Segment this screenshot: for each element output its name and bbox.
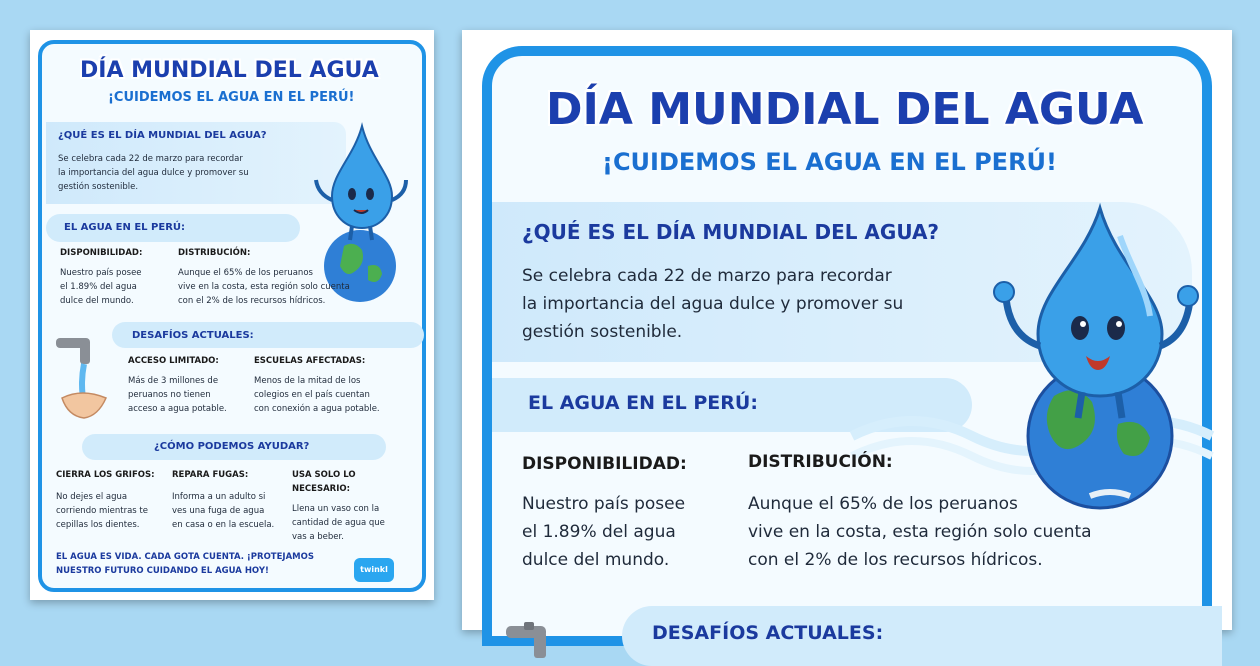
tip3-label: USA SOLO LO NECESARIO: — [292, 470, 356, 494]
access-label: ACCESO LIMITADO: — [128, 356, 219, 366]
poster-zoom-view — [462, 30, 1232, 644]
section-what-body: Se celebra cada 22 de marzo para recordar la importancia del agua dulce y promover su gestión sostenible. — [58, 154, 249, 192]
zoom-distribution-label: DISTRIBUCIÓN: — [748, 452, 893, 472]
access-text: Más de 3 millones de peruanos no tienen acceso a agua potable. — [128, 376, 227, 414]
zoom-water-drop-mascot-icon — [980, 196, 1200, 516]
zoom-section-peru-heading: EL AGUA EN EL PERÚ: — [528, 392, 758, 414]
tip3-text: Llena un vaso con la cantidad de agua que vas a beber. — [292, 504, 385, 542]
tip1-text: No dejes el agua corriendo mientras te cepillas los dientes. — [56, 492, 148, 530]
closing-message: EL AGUA ES VIDA. CADA GOTA CUENTA. ¡PROTEJAMOS NUESTRO FUTURO CUIDANDO EL AGUA HOY! — [56, 552, 314, 576]
tip2-label: REPARA FUGAS: — [172, 470, 249, 480]
availability-text: Nuestro país posee el 1.89% del agua dulce del mundo. — [60, 268, 142, 306]
distribution-text: Aunque el 65% de los peruanos vive en la costa, esta región solo cuenta con el 2% de los recursos hídricos. — [178, 268, 350, 306]
poster-subtitle: ¡CUIDEMOS EL AGUA EN EL PERÚ! — [108, 90, 355, 105]
section-help-heading: ¿CÓMO PODEMOS AYUDAR? — [154, 441, 310, 452]
zoom-faucet-icon — [502, 618, 562, 658]
tip2-text: Informa a un adulto si ves una fuga de agua en casa o en la escuela. — [172, 492, 275, 530]
zoom-availability-text: Nuestro país posee el 1.89% del agua dulce del mundo. — [522, 494, 686, 570]
twinkl-logo: twinkl — [354, 558, 394, 582]
zoom-availability-label: DISPONIBILIDAD: — [522, 454, 687, 474]
zoom-title: DÍA MUNDIAL DEL AGUA — [546, 84, 1144, 135]
section-what-heading: ¿QUÉ ES EL DÍA MUNDIAL DEL AGUA? — [58, 130, 267, 141]
zoom-section-what-body: Se celebra cada 22 de marzo para recordar la importancia del agua dulce y promover su gestión sostenible. — [522, 266, 904, 342]
distribution-label: DISTRIBUCIÓN: — [178, 248, 251, 258]
section-challenges-heading: DESAFÍOS ACTUALES: — [132, 330, 254, 341]
schools-label: ESCUELAS AFECTADAS: — [254, 356, 366, 366]
section-peru-heading: EL AGUA EN EL PERÚ: — [64, 222, 186, 233]
poster-thumbnail — [30, 30, 434, 600]
zoom-section-challenges-heading: DESAFÍOS ACTUALES: — [652, 622, 884, 644]
zoom-subtitle: ¡CUIDEMOS EL AGUA EN EL PERÚ! — [602, 148, 1057, 176]
schools-text: Menos de la mitad de los colegios en el país cuentan con conexión a agua potable. — [254, 376, 380, 414]
zoom-distribution-text: Aunque el 65% de los peruanos vive en la costa, esta región solo cuenta con el 2% de los recursos hídricos. — [748, 494, 1092, 570]
poster-frame — [38, 40, 426, 592]
faucet-hands-icon — [50, 328, 120, 428]
tip1-label: CIERRA LOS GRIFOS: — [56, 470, 155, 480]
availability-label: DISPONIBILIDAD: — [60, 248, 143, 258]
poster-title: DÍA MUNDIAL DEL AGUA — [80, 58, 379, 83]
poster-zoom-frame — [482, 46, 1212, 646]
zoom-section-what-heading: ¿QUÉ ES EL DÍA MUNDIAL DEL AGUA? — [522, 220, 940, 244]
